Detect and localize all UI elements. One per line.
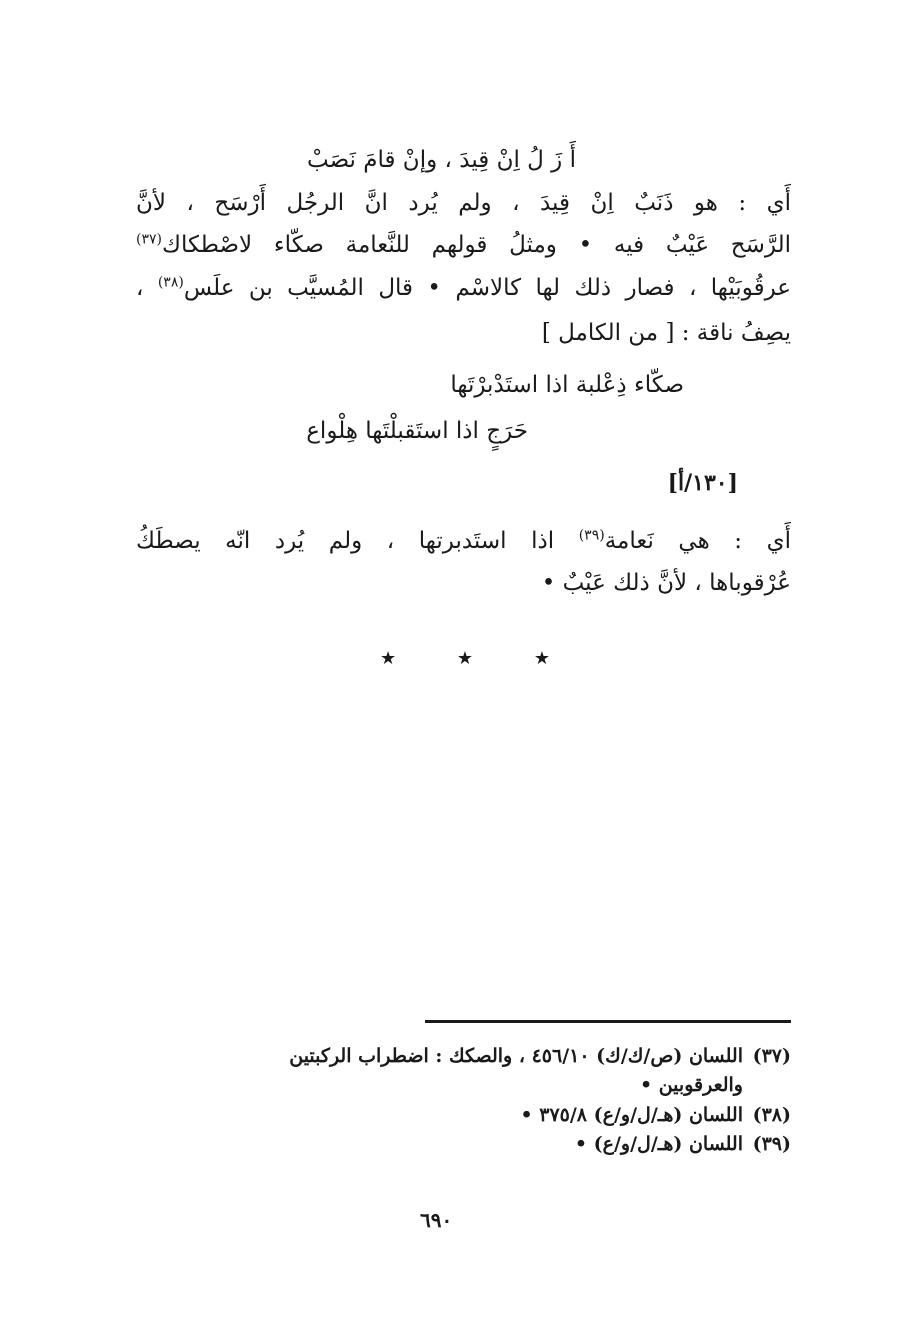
- footnote-text: اللسان (هـ/ل/و/ع) ٣٧٥/٨ •: [520, 1104, 743, 1126]
- section-separator: [380, 648, 550, 669]
- paragraph2-line2: عُرْقوباها ، لأنَّ ذلك عَيْبٌ •: [541, 570, 791, 596]
- paragraph2-line1: [136, 526, 791, 556]
- footnote-text: اللسان (ص/ك/ك) ٤٥٦/١٠ ، والصكك : اضطراب الركبتين: [289, 1045, 743, 1067]
- footnote-ref-37: (٣٧): [136, 231, 162, 248]
- footnote-39: [575, 1131, 791, 1157]
- footnote-divider: [425, 1020, 791, 1023]
- couplet-hemistich2: حَرَجٍ اذا استَقبلْتَها هِلْواع: [306, 418, 528, 444]
- paragraph2-line1-end: اذا استَدبرتها ، ولم يُرد انّه يصطَكُ: [136, 528, 579, 554]
- paragraph1-line3-start: عرقُوبَيْها ، فصار ذلك لها كالاسْم • قال المُسيَّب بن علَس: [183, 275, 792, 301]
- paragraph1-line2-text: الرَّسَح عَيْبٌ فيه • ومثلُ قولهم للنَّعامة صكّاء لاصْطكاك: [161, 232, 791, 258]
- page-number: ٦٩٠: [420, 1208, 453, 1232]
- paragraph1-line3-end: ،: [136, 275, 158, 301]
- couplet-hemistich1: صكّاء ذِعْلبة اذا استَدْبرْتَها: [450, 372, 684, 398]
- footnote-37: [289, 1043, 791, 1069]
- footnote-text: اللسان (هـ/ل/و/ع) •: [574, 1133, 743, 1155]
- paragraph1-line4: يصِفُ ناقة : [ من الكامل ]: [541, 320, 791, 346]
- star-icon: ★: [533, 648, 550, 669]
- paragraph1-line1: أَي : هو ذَنَبٌ اِنْ قِيدَ ، ولم يُرد انَّ الرجُل أَرْسَح ، لأنَّ: [136, 190, 791, 216]
- footnote-37-continuation: والعرقوبين •: [639, 1074, 743, 1096]
- paragraph1-line3: [136, 273, 791, 303]
- star-icon: ★: [380, 648, 397, 669]
- footnote-number: (٣٩): [752, 1133, 791, 1155]
- folio-marker: [١٣٠/أ]: [667, 470, 738, 496]
- paragraph1-line2: [136, 230, 791, 260]
- verse-line-top: أَ زَ لُ اِنْ قِيدَ ، وإنْ قامَ نَصَبْ: [307, 147, 576, 173]
- footnote-ref-39: (٣٩): [578, 527, 605, 544]
- paragraph2-line1-start: أَي : هي نَعامة: [604, 528, 791, 554]
- footnote-38: [520, 1102, 791, 1128]
- footnote-number: (٣٧): [752, 1045, 791, 1067]
- star-icon: ★: [456, 648, 474, 669]
- footnote-number: (٣٨): [752, 1104, 791, 1126]
- footnote-ref-38: (٣٨): [157, 274, 184, 291]
